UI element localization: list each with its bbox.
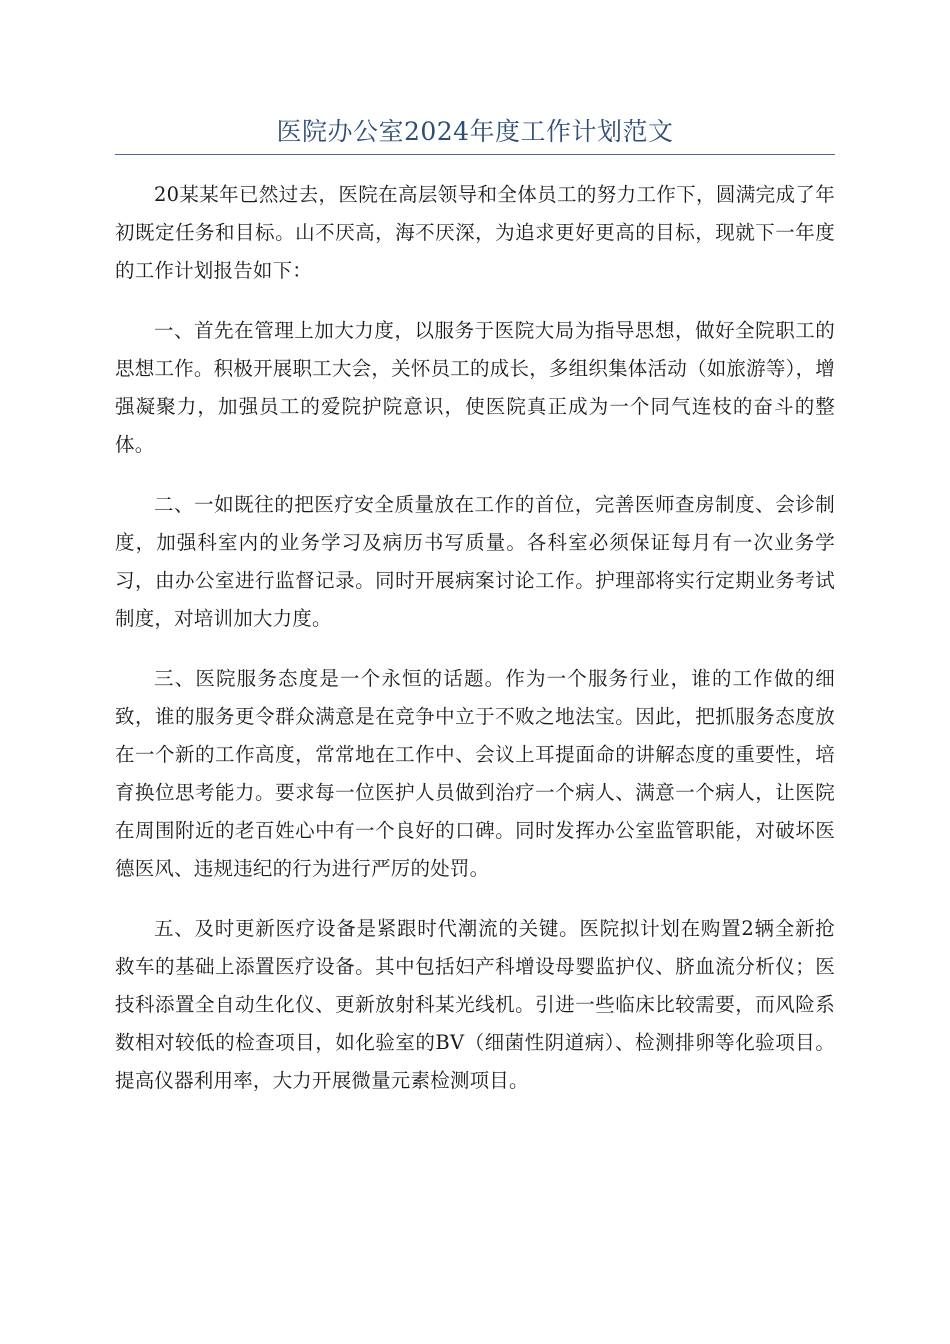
paragraph-intro: 20某某年已然过去，医院在高层领导和全体员工的努力工作下，圆满完成了年初既定任务和目标。山不厌高，海不厌深，为追求更好更高的目标，现就下一年度的工作计划报告如下： [115,183,835,282]
document-body [115,176,835,1122]
title-underline [115,154,835,155]
paragraph-item-1: 一、首先在管理上加大力度，以服务于医院大局为指导思想，做好全院职工的思想工作。积极开展职工大会，关怀员工的成长，多组织集体活动（如旅游等），增强凝聚力，加强员工的爱院护院意识，使医院真正成为一个同气连枝的奋斗的整体。 [115,319,835,456]
document-title: 医院办公室2024年度工作计划范文 [276,117,674,146]
paragraph-item-3: 三、医院服务态度是一个永恒的话题。作为一个服务行业，谁的工作做的细致，谁的服务更令群众满意是在竞争中立于不败之地法宝。因此，把抓服务态度放在一个新的工作高度，常常地在工作中、会议上耳提面命的讲解态度的重要性，培育换位思考能力。要求每一位医护人员做到治疗一个病人、满意一个病人，让医院在周围附近的老百姓心中有一个良好的口碑。同时发挥办公室监管职能，对破坏医德医风、违规违纪的行为进行严厉的处罚。 [115,667,835,880]
paragraph-item-2: 二、一如既往的把医疗安全质量放在工作的首位，完善医师查房制度、会诊制度，加强科室内的业务学习及病历书写质量。各科室必须保证每月有一次业务学习，由办公室进行监督记录。同时开展病案讨论工作。护理部将实行定期业务考试制度，对培训加大力度。 [115,493,835,630]
paragraph-item-5: 五、及时更新医疗设备是紧跟时代潮流的关键。医院拟计划在购置2辆全新抢救车的基础上添置医疗设备。其中包括妇产科增设母婴监护仪、脐血流分析仪；医技科添置全自动生化仪、更新放射科某光线机。引进一些临床比较需要，而风险系数相对较低的检查项目，如化验室的BV（细菌性阴道病）、检测排卵等化验项目。提高仪器利用率，大力开展微量元素检测项目。 [115,917,835,1092]
